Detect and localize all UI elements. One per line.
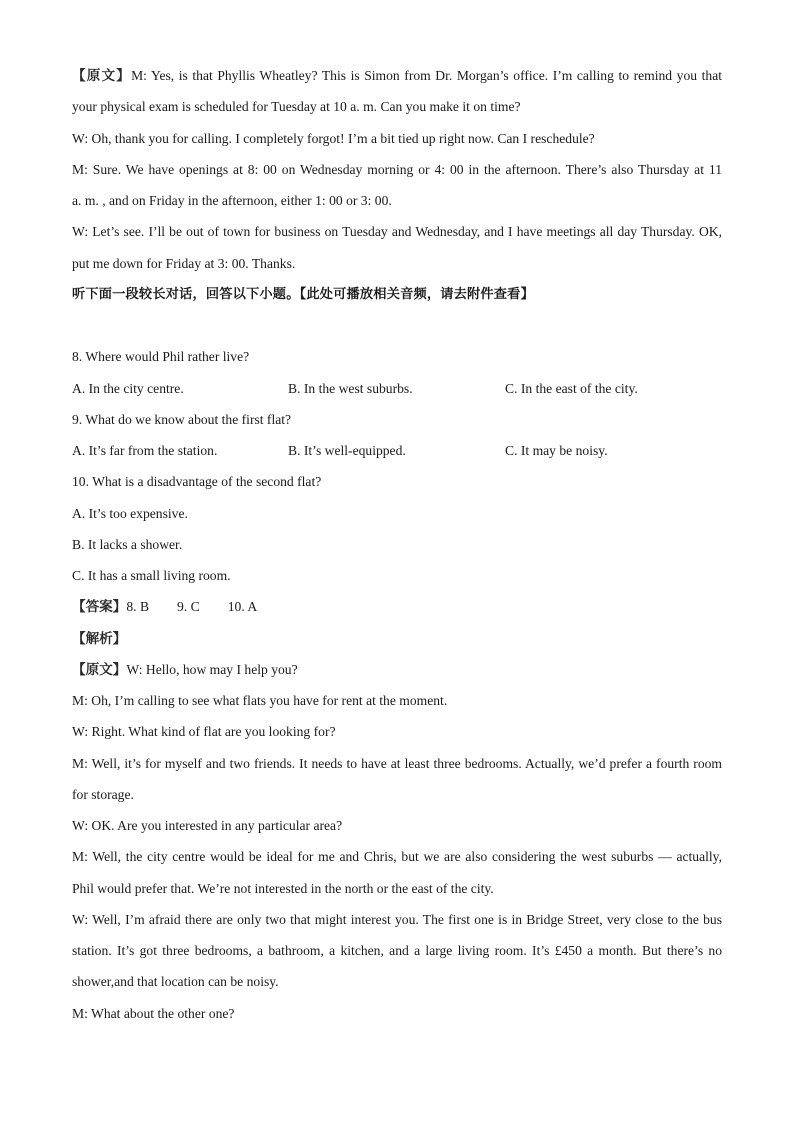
dialogue2-line-7: M: Well, the city centre would be ideal for me and Chris, but we are also considering the west suburbs — actually, xyxy=(72,849,722,865)
dialogue1-line-1: 【原文】M: Yes, is that Phyllis Wheatley? This is Simon from Dr. Morgan’s office. I’m calling to remind you that xyxy=(72,68,722,84)
dialogue2-line-9: W: Well, I’m afraid there are only two that might interest you. The first one is in Bridge Street, very close to the bus xyxy=(72,911,722,927)
question-10-option-a: A. It’s too expensive. xyxy=(72,505,188,521)
dialogue1-line-4: M: Sure. We have openings at 8: 00 on Wednesday morning or 4: 00 in the afternoon. There’s also Thursday at 11 xyxy=(72,161,722,177)
question-8-option-b: B. In the west suburbs. xyxy=(288,380,413,396)
dialogue2-line-12: M: What about the other one? xyxy=(72,1005,235,1021)
spacer xyxy=(72,310,722,341)
analysis-line xyxy=(72,623,722,654)
dialogue2-line-10: station. It’s got three bedrooms, a bathroom, a kitchen, and a large living room. It’s £450 a month. But there’s no xyxy=(72,943,722,958)
dialogue2-line-8: Phil would prefer that. We’re not interested in the north or the east of the city. xyxy=(72,880,494,896)
answer-9: 9. C xyxy=(177,599,200,615)
question-9-options xyxy=(72,435,722,466)
analysis-tag: 【解析】 xyxy=(72,630,127,647)
dialogue1-line-6: W: Let’s see. I’ll be out of town for business on Tuesday and Wednesday, and I have meetings all day Thursday. OK, xyxy=(72,224,722,240)
question-8-option-a: A. In the city centre. xyxy=(72,380,184,396)
question-8-stem: 8. Where would Phil rather live? xyxy=(72,349,250,365)
question-10-option-c: C. It has a small living room. xyxy=(72,568,231,583)
dialogue2-line-4: M: Well, it’s for myself and two friends. It needs to have at least three bedrooms. Actually, we’d prefer a fourth room xyxy=(72,755,722,771)
original-text-tag-2: 【原文】 xyxy=(72,661,127,678)
question-10-stem: 10. What is a disadvantage of the second flat? xyxy=(72,474,322,490)
question-10-option-b: B. It lacks a shower. xyxy=(72,536,183,552)
original-text-tag: 【原文】 xyxy=(72,68,132,84)
dialogue2-line-5: for storage. xyxy=(72,786,134,802)
dialogue1-line-5: a. m. , and on Friday in the afternoon, either 1: 00 or 3: 00. xyxy=(72,193,392,208)
question-9-option-b: B. It’s well-equipped. xyxy=(288,443,406,458)
dialogue1-line-3: W: Oh, thank you for calling. I completely forgot! I’m a bit tied up right now. Can I reschedule? xyxy=(72,130,595,146)
question-8-option-c: C. In the east of the city. xyxy=(505,380,638,396)
dialogue2-line-6: W: OK. Are you interested in any particular area? xyxy=(72,818,343,833)
document-page xyxy=(72,60,722,1029)
question-9-option-c: C. It may be noisy. xyxy=(505,443,608,458)
dialogue2-line-1: 【原文】W: Hello, how may I help you? xyxy=(72,661,298,678)
dialogue2-line-2: M: Oh, I’m calling to see what flats you have for rent at the moment. xyxy=(72,693,448,708)
dialogue1-line-2: your physical exam is scheduled for Tuesday at 10 a. m. Can you make it on time? xyxy=(72,99,521,115)
dialogue2-line-11: shower,and that location can be noisy. xyxy=(72,974,279,990)
answer-10: 10. A xyxy=(227,599,258,615)
answer-line xyxy=(72,591,722,622)
answer-tag: 【答案】 xyxy=(72,599,127,616)
dialogue2-line-3: W: Right. What kind of flat are you looking for? xyxy=(72,724,336,740)
question-9-option-a: A. It’s far from the station. xyxy=(72,443,218,458)
question-8-options xyxy=(72,373,722,404)
listening-instruction: 听下面一段较长对话，回答以下小题。【此处可播放相关音频，请去附件查看】 xyxy=(72,286,534,302)
question-9-stem: 9. What do we know about the first flat? xyxy=(72,411,292,427)
answer-8: 8. B xyxy=(126,599,150,615)
dialogue1-line-7: put me down for Friday at 3: 00. Thanks. xyxy=(72,255,296,271)
